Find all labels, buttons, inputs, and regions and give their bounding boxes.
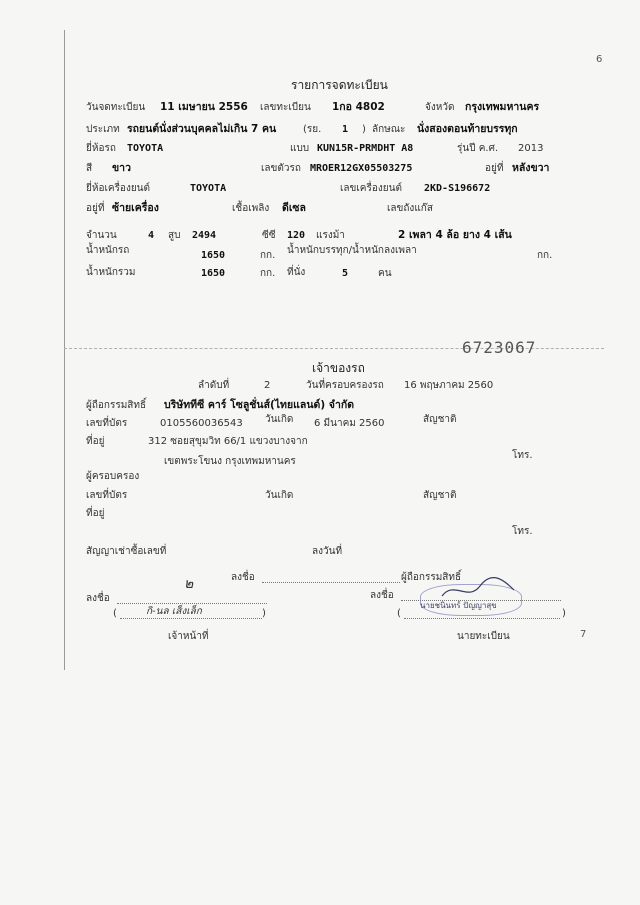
axles-wheels: 2 เพลา 4 ล้อ ยาง 4 เส้น — [398, 229, 512, 241]
registrar-signature-scribble — [438, 576, 518, 602]
model-label: แบบ — [290, 143, 310, 154]
left-paren-open: ( — [113, 608, 117, 619]
right-paren-close: ) — [562, 608, 566, 619]
load-label: น้ำหนักบรรทุก/น้ำหนักลงเพลา — [287, 245, 417, 256]
id-label: เลขที่บัตร — [86, 418, 128, 429]
cylinder-count: 4 — [148, 230, 155, 241]
left-sign-label: ลงชื่อ — [86, 593, 110, 604]
chassis-number: MROER12GX05503275 — [310, 163, 413, 174]
page-number-top: 6 — [596, 54, 603, 65]
model-year-label: รุ่นปี ค.ศ. — [457, 143, 499, 154]
style-label: ลักษณะ — [372, 124, 406, 135]
engine-number: 2KD-S196672 — [424, 183, 491, 194]
address-line-1: 312 ซอยสุขุมวิท 66/1 แขวงบางจาก — [148, 436, 308, 447]
ry-close: ) — [362, 124, 366, 135]
type-label: ประเภท — [86, 124, 120, 135]
fuel-label: เชื้อเพลิง — [232, 203, 270, 214]
address-line-2: เขตพระโขนง กรุงเทพมหานคร — [164, 456, 296, 467]
gas-tank-label: เลขถังแก๊ส — [387, 203, 433, 214]
model-year: 2013 — [518, 143, 544, 154]
right-name-line — [404, 618, 560, 619]
mid-sign-label: ลงชื่อ — [231, 572, 255, 583]
brand-label: ยี่ห้อรถ — [86, 143, 116, 154]
left-name-line — [120, 618, 262, 619]
model: KUN15R-PRMDHT A8 — [317, 143, 414, 154]
fuel: ดีเซล — [282, 202, 306, 214]
gross-weight: 1650 — [201, 268, 226, 279]
vehicle-type: รถยนต์นั่งส่วนบุคคลไม่เกิน 7 คน — [127, 123, 277, 135]
right-sign-label: ลงชื่อ — [370, 590, 394, 601]
mid-sign-line — [262, 582, 400, 583]
vehicle-weight: 1650 — [201, 250, 226, 261]
officer-label: เจ้าหน้าที่ — [168, 631, 209, 642]
dob2-label: วันเกิด — [265, 490, 294, 501]
plate: 1กอ 4802 — [332, 101, 385, 113]
ry-value: 1 — [342, 124, 349, 135]
rights-holder-sign-label: ผู้ถือกรรมสิทธิ์ — [401, 572, 462, 583]
address2-label: ที่อยู่ — [86, 508, 105, 519]
seats: 5 — [342, 268, 349, 279]
weight-label: น้ำหนักรถ — [86, 245, 130, 256]
horsepower-label: แรงม้า — [316, 230, 345, 241]
dob: 6 มีนาคม 2560 — [314, 418, 385, 429]
order-label: ลำดับที่ — [198, 380, 230, 391]
engine-cc: 2494 — [192, 230, 217, 241]
chassis-label: เลขตัวรถ — [261, 163, 301, 174]
brand: TOYOTA — [127, 143, 164, 154]
order: 2 — [264, 380, 271, 391]
engine-loc-label: อยู่ที่ — [86, 203, 105, 214]
ry-label: (รย. — [303, 124, 322, 135]
id2-label: เลขที่บัตร — [86, 490, 128, 501]
right-paren-open: ( — [397, 608, 401, 619]
kg-unit-1: กก. — [260, 250, 276, 261]
officer-name: กิ-นล เส็งเล็ก — [146, 606, 202, 617]
registrar-label: นายทะเบียน — [457, 631, 510, 642]
engine-brand: TOYOTA — [190, 183, 227, 194]
province: กรุงเทพมหานคร — [465, 101, 540, 113]
color: ขาว — [112, 162, 131, 174]
phone2-label: โทร. — [512, 526, 533, 537]
plate-label: เลขทะเบียน — [260, 102, 311, 113]
registration-title: รายการจดทะเบียน — [291, 78, 388, 92]
dob-label: วันเกิด — [265, 414, 294, 425]
cylinder-count-label: จำนวน — [86, 230, 117, 241]
province-label: จังหวัด — [425, 102, 455, 113]
color-label: สี — [86, 163, 93, 174]
hire-purchase-label: สัญญาเช่าซื้อเลขที่ — [86, 546, 167, 557]
registrar-name: นายชนินทร์ ปัญญาสุข — [420, 601, 497, 610]
chassis-loc-label: อยู่ที่ — [485, 163, 504, 174]
own-date: 16 พฤษภาคม 2560 — [404, 380, 494, 391]
horsepower: 120 — [287, 230, 306, 241]
address-label: ที่อยู่ — [86, 436, 105, 447]
vehicle-style: นั่งสองตอนท้ายบรรทุก — [417, 123, 518, 135]
rights-holder: บริษัททีซี คาร์ โซลูชั่นส์(ไทยแลนด์) จำกัด — [164, 399, 355, 411]
id-number: 0105560036543 — [160, 418, 243, 429]
engine-brand-label: ยี่ห้อเครื่องยนต์ — [86, 183, 151, 194]
left-sign-line — [117, 603, 267, 604]
reg-date-label: วันจดทะเบียน — [86, 102, 146, 113]
seats-label: ที่นั่ง — [287, 267, 306, 278]
rights-holder-label: ผู้ถือกรรมสิทธิ์ — [86, 400, 147, 411]
owner-title: เจ้าของรถ — [312, 361, 365, 375]
left-paren-close: ) — [262, 608, 266, 619]
left-margin-line — [64, 30, 65, 670]
page-number-bottom: 7 — [580, 629, 587, 640]
cc-label: ซีซี — [262, 230, 276, 241]
reg-date: 11 เมษายน 2556 — [160, 101, 248, 113]
possessor-label: ผู้ครอบครอง — [86, 471, 140, 482]
nationality-label: สัญชาติ — [423, 414, 457, 425]
kg-unit-3: กก. — [260, 268, 276, 279]
kg-unit-2: กก. — [537, 250, 553, 261]
officer-signature: ๒ — [184, 576, 194, 592]
serial-number-partial: 6723067 — [462, 338, 537, 357]
cylinder-label: สูบ — [168, 230, 181, 241]
seats-unit: คน — [378, 268, 392, 279]
own-date-label: วันที่ครอบครองรถ — [306, 380, 384, 391]
hire-date-label: ลงวันที่ — [312, 546, 343, 557]
nationality2-label: สัญชาติ — [423, 490, 457, 501]
chassis-location: หลังขวา — [512, 162, 550, 174]
gross-weight-label: น้ำหนักรวม — [86, 267, 136, 278]
phone-label: โทร. — [512, 450, 533, 461]
engine-no-label: เลขเครื่องยนต์ — [340, 183, 402, 194]
engine-location: ซ้ายเครื่อง — [112, 202, 159, 214]
